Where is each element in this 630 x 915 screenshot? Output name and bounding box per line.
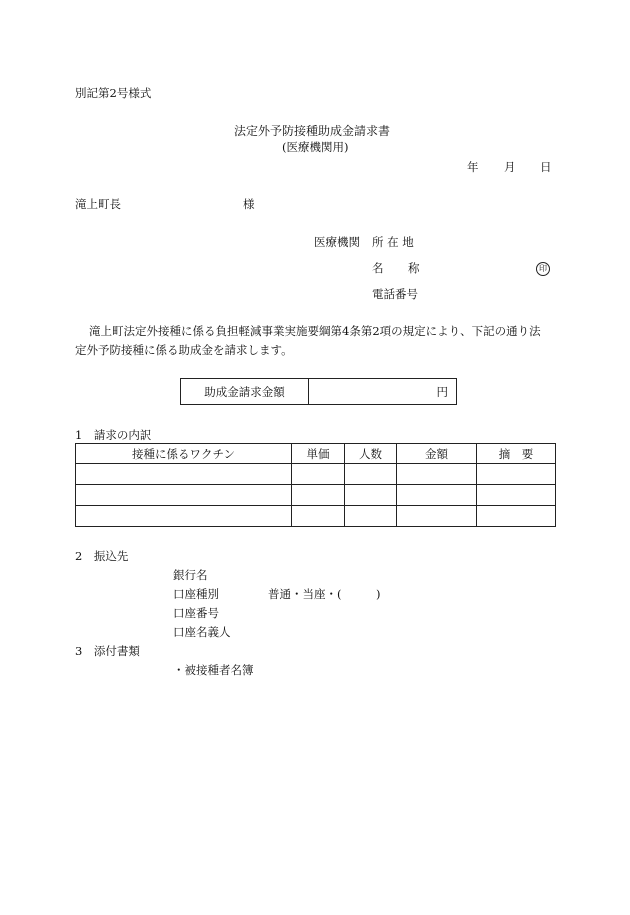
table-row bbox=[76, 464, 556, 485]
table-cell[interactable] bbox=[477, 485, 556, 506]
table-cell[interactable] bbox=[345, 464, 397, 485]
sender-org-label: 医療機関 bbox=[314, 235, 360, 249]
seal-icon: 印 bbox=[536, 262, 550, 276]
addressee-honorific: 様 bbox=[243, 197, 255, 211]
sender-name-label-2: 称 bbox=[408, 261, 420, 275]
addressee-name: 滝上町長 bbox=[75, 197, 121, 211]
table-cell[interactable] bbox=[292, 464, 345, 485]
table-cell[interactable] bbox=[76, 506, 292, 527]
account-number-label: 口座番号 bbox=[173, 606, 219, 620]
col-unit-price: 単価 bbox=[292, 444, 345, 464]
col-count: 人数 bbox=[345, 444, 397, 464]
attachment-item: ・被接種者名簿 bbox=[173, 663, 254, 677]
account-type-options: 普通・当座・( ) bbox=[268, 587, 381, 601]
amount-box bbox=[180, 378, 457, 405]
bank-name-label: 銀行名 bbox=[173, 568, 208, 582]
col-notes: 摘 要 bbox=[477, 444, 556, 464]
form-subtitle: (医療機関用) bbox=[282, 140, 349, 154]
breakdown-table bbox=[75, 443, 556, 527]
amount-label: 助成金請求金額 bbox=[181, 379, 309, 405]
table-cell[interactable] bbox=[292, 485, 345, 506]
section3-heading: 3 添付書類 bbox=[75, 644, 140, 658]
seal-mark bbox=[536, 262, 550, 276]
date-year: 年 bbox=[467, 160, 479, 174]
table-cell[interactable] bbox=[345, 485, 397, 506]
table-cell[interactable] bbox=[477, 506, 556, 527]
form-title: 法定外予防接種助成金請求書 bbox=[234, 124, 391, 138]
table-row bbox=[76, 506, 556, 527]
body-line-2: 定外予防接種に係る助成金を請求します。 bbox=[75, 343, 293, 357]
form-id: 別記第2号様式 bbox=[75, 86, 152, 100]
table-cell[interactable] bbox=[345, 506, 397, 527]
account-holder-label: 口座名義人 bbox=[173, 625, 231, 639]
table-cell[interactable] bbox=[397, 464, 477, 485]
sender-phone-label: 電話番号 bbox=[372, 287, 418, 301]
sender-name-label-1: 名 bbox=[372, 261, 384, 275]
date-day: 日 bbox=[540, 160, 552, 174]
amount-value-cell[interactable] bbox=[309, 379, 457, 405]
table-cell[interactable] bbox=[397, 485, 477, 506]
body-line-1: 滝上町法定外接種に係る負担軽減事業実施要綱第4条第2項の規定により、下記の通り法 bbox=[89, 324, 541, 338]
section1-heading: 1 請求の内訳 bbox=[75, 428, 152, 442]
table-cell[interactable] bbox=[477, 464, 556, 485]
table-cell[interactable] bbox=[397, 506, 477, 527]
account-type-label: 口座種別 bbox=[173, 587, 219, 601]
amount-unit: 円 bbox=[436, 384, 448, 399]
table-row bbox=[76, 485, 556, 506]
date-month: 月 bbox=[504, 160, 516, 174]
table-cell[interactable] bbox=[76, 485, 292, 506]
table-cell[interactable] bbox=[292, 506, 345, 527]
section2-heading: 2 振込先 bbox=[75, 549, 129, 563]
col-amount: 金額 bbox=[397, 444, 477, 464]
col-vaccine: 接種に係るワクチン bbox=[76, 444, 292, 464]
sender-address-label: 所 在 地 bbox=[372, 235, 414, 249]
table-cell[interactable] bbox=[76, 464, 292, 485]
